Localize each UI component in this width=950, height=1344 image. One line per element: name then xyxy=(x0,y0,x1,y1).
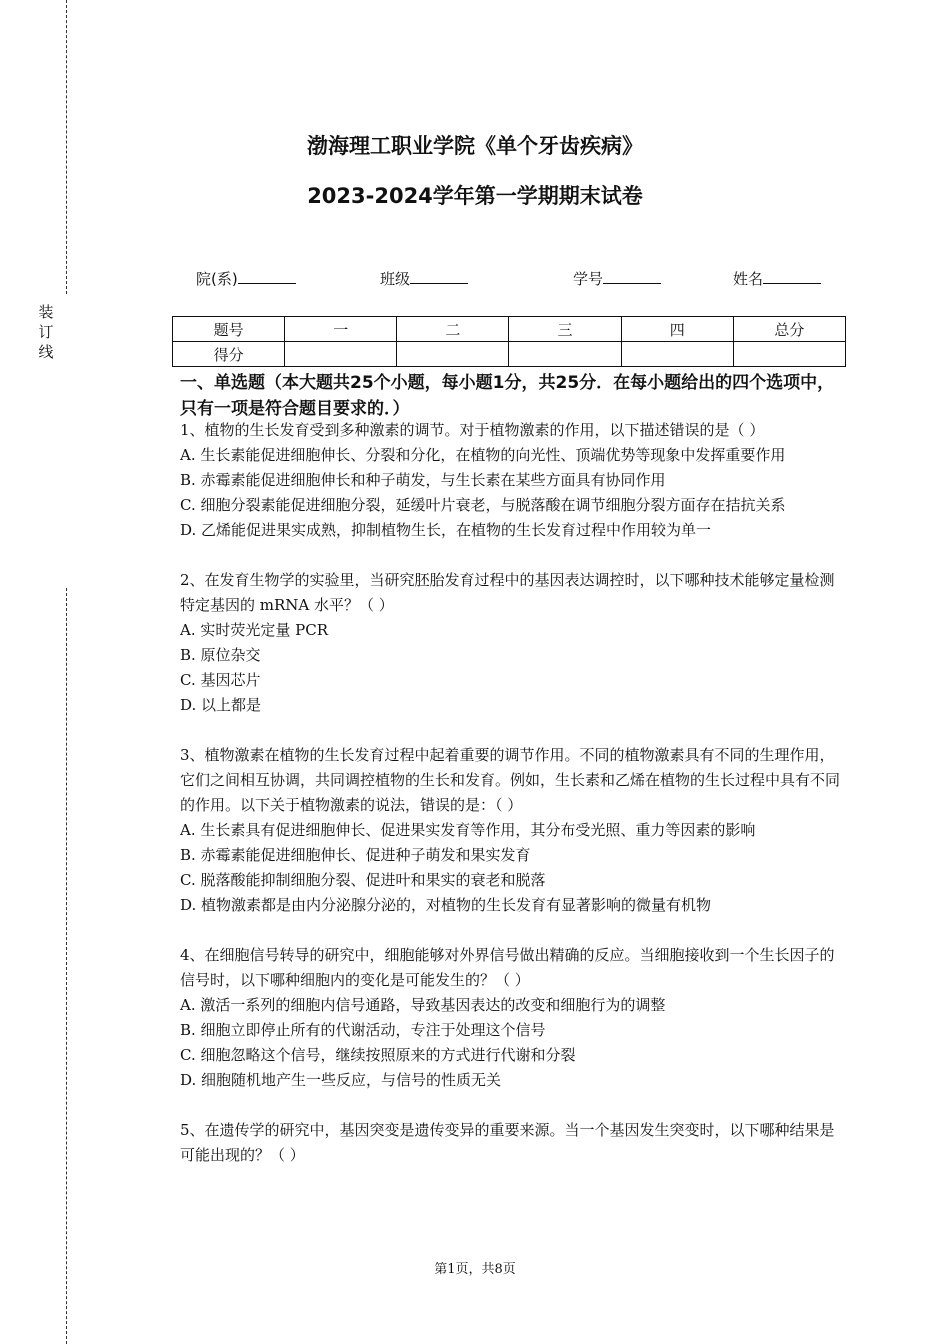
department-label: 院(系) xyxy=(196,270,238,288)
question-item xyxy=(180,1118,840,1168)
score-cell[interactable] xyxy=(285,342,397,367)
binding-line-label: 装订线 xyxy=(38,303,54,361)
score-cell[interactable] xyxy=(509,342,621,367)
score-table-header-row xyxy=(173,317,846,342)
student-id-field xyxy=(573,268,661,289)
question-item xyxy=(180,568,840,718)
class-label: 班级 xyxy=(380,270,411,288)
score-cell[interactable] xyxy=(621,342,733,367)
question-stem: 4、在细胞信号转导的研究中，细胞能够对外界信号做出精确的反应。当细胞接收到一个生长因子的信号时，以下哪种细胞内的变化是可能发生的？（ ） xyxy=(180,946,835,989)
binding-dashed-line-bottom xyxy=(66,588,67,1344)
answer-option: C. 细胞忽略这个信号，继续按照原来的方式进行代谢和分裂 xyxy=(180,1046,576,1064)
name-blank[interactable] xyxy=(763,269,821,284)
answer-option: B. 赤霉素能促进细胞伸长、促进种子萌发和果实发育 xyxy=(180,846,531,864)
answer-option: B. 赤霉素能促进细胞伸长和种子萌发，与生长素在某些方面具有协同作用 xyxy=(180,471,666,489)
class-blank[interactable] xyxy=(410,269,468,284)
score-table-column: 总分 xyxy=(733,317,845,342)
exam-title-term: 2023-2024学年第一学期期末试卷 xyxy=(307,184,643,208)
question-item xyxy=(180,418,840,543)
answer-option: B. 细胞立即停止所有的代谢活动，专注于处理这个信号 xyxy=(180,1021,546,1039)
answer-option: A. 实时荧光定量 PCR xyxy=(180,621,329,639)
answer-option: C. 基因芯片 xyxy=(180,671,261,689)
page-number: 第1页，共8页 xyxy=(434,1262,516,1277)
department-field xyxy=(196,268,296,289)
score-table-column: 四 xyxy=(621,317,733,342)
score-table-score-row xyxy=(173,342,846,367)
student-id-label: 学号 xyxy=(573,270,604,288)
score-table-column: 三 xyxy=(509,317,621,342)
question-stem: 5、在遗传学的研究中，基因突变是遗传变异的重要来源。当一个基因发生突变时，以下哪种结果是可能出现的？（ ） xyxy=(180,1121,835,1164)
answer-option: D. 乙烯能促进果实成熟，抑制植物生长，在植物的生长发育过程中作用较为单一 xyxy=(180,521,712,539)
question-item xyxy=(180,743,840,918)
department-blank[interactable] xyxy=(238,269,296,284)
answer-option: A. 生长素能促进细胞伸长、分裂和分化，在植物的向光性、顶端优势等现象中发挥重要作用 xyxy=(180,446,786,464)
score-cell[interactable] xyxy=(397,342,509,367)
answer-option: C. 细胞分裂素能促进细胞分裂，延缓叶片衰老，与脱落酸在调节细胞分裂方面存在拮抗关系 xyxy=(180,496,786,514)
question-list xyxy=(180,418,840,1193)
question-item xyxy=(180,943,840,1093)
score-table-row-label: 题号 xyxy=(173,317,285,342)
score-table-row-label: 得分 xyxy=(173,342,285,367)
answer-option: D. 植物激素都是由内分泌腺分泌的，对植物的生长发育有显著影响的微量有机物 xyxy=(180,896,712,914)
question-stem: 2、在发育生物学的实验里，当研究胚胎发育过程中的基因表达调控时，以下哪种技术能够定量检测特定基因的 mRNA 水平？（ ） xyxy=(180,571,835,614)
answer-option: D. 以上都是 xyxy=(180,696,262,714)
answer-option: C. 脱落酸能抑制细胞分裂、促进叶和果实的衰老和脱落 xyxy=(180,871,546,889)
score-table xyxy=(172,316,846,367)
section-heading-single-choice: 一、单选题（本大题共25个小题，每小题1分，共25分．在每小题给出的四个选项中，只有一项是符合题目要求的．） xyxy=(180,373,835,419)
class-field xyxy=(380,268,468,289)
score-table-column: 二 xyxy=(397,317,509,342)
score-table-column: 一 xyxy=(285,317,397,342)
answer-option: B. 原位杂交 xyxy=(180,646,261,664)
answer-option: A. 生长素具有促进细胞伸长、促进果实发育等作用，其分布受光照、重力等因素的影响 xyxy=(180,821,756,839)
name-label: 姓名 xyxy=(733,270,764,288)
name-field xyxy=(733,268,821,289)
answer-option: A. 激活一系列的细胞内信号通路，导致基因表达的改变和细胞行为的调整 xyxy=(180,996,666,1014)
score-cell[interactable] xyxy=(733,342,845,367)
answer-option: D. 细胞随机地产生一些反应，与信号的性质无关 xyxy=(180,1071,502,1089)
question-stem: 1、植物的生长发育受到多种激素的调节。对于植物激素的作用，以下描述错误的是（ ） xyxy=(180,421,765,439)
question-stem: 3、植物激素在植物的生长发育过程中起着重要的调节作用。不同的植物激素具有不同的生理作用，它们之间相互协调，共同调控植物的生长和发育。例如，生长素和乙烯在植物的生长过程中具有不同的作用。以下关于植物激素的说法，错误的是：（ ） xyxy=(180,746,841,814)
student-id-blank[interactable] xyxy=(603,269,661,284)
exam-title-school-course: 渤海理工职业学院《单个牙齿疾病》 xyxy=(307,134,643,158)
